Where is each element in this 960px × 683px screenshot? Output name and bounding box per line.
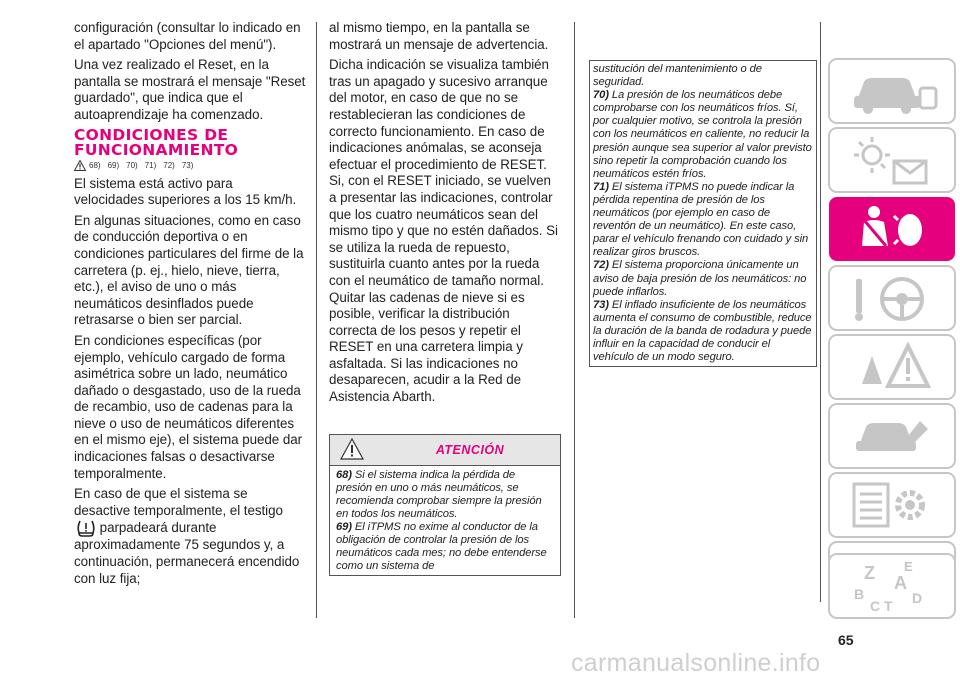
index-letter: D [912,590,923,606]
warning-road-icon [828,334,956,400]
warning-header [330,435,560,466]
seatbelt-airbag-icon [828,196,956,262]
column-left [74,20,306,591]
chapter-tab-dashboard[interactable] [828,58,956,124]
chapter-tab-starting[interactable] [828,265,956,331]
reference-number[interactable]: 69) [107,161,120,171]
warning-box [329,434,561,577]
warning-references [74,160,306,172]
chapter-tab-specs[interactable] [828,472,956,538]
reference-number[interactable]: 68) [89,161,101,171]
paragraph: En algunas situaciones, como en caso de conducción deportiva o en condiciones particulares del firme de la carretera (p. ej., hielo, nieve, tierra, etc.), el aviso de uno o más neumáticos desinflados puede retrasarse o bien ser parcial. [74,212,304,328]
chapter-tab-lights[interactable] [828,127,956,193]
index-letters-icon [828,553,956,619]
index-letter: B [854,586,865,602]
note-text: Si el sistema indica la pérdida de presión en uno o más neumáticos, se recomienda comprobar siempre la presión en todos los neumáticos. [336,468,542,520]
wrench-car-icon [828,403,956,469]
paragraph-text: parpadeará durante aproximadamente 75 segundos y, a continuación, permanecerá encendido con luz fija; [74,520,300,586]
note-text: El sistema proporciona únicamente un aviso de baja presión de los neumáticos: no puede inflarlos. [593,259,807,298]
note-number: 70) [593,89,609,102]
note-text: sustitución del mantenimiento o de seguridad. [593,63,762,89]
warning-note [336,521,554,573]
chapter-tab-maintenance[interactable] [828,403,956,469]
index-letter: Z [864,563,875,583]
lights-message-icon [828,127,956,193]
column-divider [574,22,575,618]
warning-title: ATENCIÓN [435,442,505,457]
tire-pressure-warning-icon [76,519,96,537]
warning-note [593,299,813,364]
chapter-tab-safety-active[interactable] [828,196,956,262]
note-text: El sistema iTPMS no puede indicar la pérdida repentina de presión de los neumáticos (por ejemplo en caso de reventón de un neumático). En este caso, parar el vehículo frenando con cuidado y sin realizar giros bruscos. [593,180,809,259]
index-letter: A [894,573,907,593]
specs-gear-icon [828,472,956,538]
warning-body [330,466,560,576]
paragraph-text: En caso de que el sistema se desactive temporalmente, el testigo [74,486,283,518]
chapter-tab-emergency[interactable] [828,334,956,400]
note-text: La presión de los neumáticos debe comprobarse con los neumáticos fríos. Sí, por cualquier motivo, se controla la presión con los neumáticos en caliente, no reducir la presión aunque sea superior al valor previsto sino repetir la comprobación cuando los neumáticos estén fríos. [593,89,812,180]
paragraph [74,486,306,587]
warning-note [336,469,554,521]
paragraph: configuración (consultar lo indicado en el apartado "Opciones del menú"). [74,20,301,52]
index-letter: C [870,598,881,614]
warning-note [593,89,813,181]
column-middle [329,20,561,576]
note-number: 71) [593,180,609,193]
chapter-tab-index[interactable] [828,553,956,619]
index-letter: E [904,559,913,574]
note-text: El inflado insuficiente de los neumáticos aumenta el consumo de combustible, reduce la duración de la banda de rodadura y puede influir en la capacidad de conducir el vehículo de un modo seguro. [593,298,812,364]
column-right [589,60,817,367]
paragraph: Una vez realizado el Reset, en la pantalla se mostrará el mensaje "Reset guardado", que indica que el autoaprendizaje ha comenzado. [74,57,306,122]
column-divider [820,22,821,602]
reference-number[interactable]: 72) [163,161,175,171]
paragraph: al mismo tiempo, en la pantalla se mostrará un mensaje de advertencia. [329,20,549,52]
reference-number[interactable]: 71) [144,161,157,171]
paragraph: Dicha indicación se visualiza también tras un apagado y sucesivo arranque del motor, en caso de que no se restablecieran las condiciones de correcto funcionamiento. En caso de indicaciones anómalas, se aconseja efectuar el procedimiento de RESET. Si, con el RESET iniciado, se vuelven a presentar las indicaciones, controlar que los cuatro neumáticos sean del mismo tipo y que no estén dañados. Si se utiliza la rueda de repuesto, sustituirla cuanto antes por la rueda con el neumático de tamaño normal. Quitar las cadenas de nieve si es posible, verificar la distribución correcta de los pesos y repetir el RESET en una carretera limpia y asfaltada. Si las indicaciones no desaparecen, acudir a la Red de Asistencia Abarth. [329,57,558,405]
warning-triangle-icon [74,160,86,171]
note-number: 73) [593,298,609,311]
footer-watermark: carmanualsonline.info [571,649,821,677]
paragraph: El sistema está activo para velocidades superiores a los 15 km/h. [74,175,297,208]
note-number: 68) [336,468,352,481]
index-letter: T [884,598,893,614]
note-number: 69) [336,521,352,534]
reference-number[interactable]: 70) [126,161,138,171]
car-dashboard-icon [828,58,956,124]
reference-number[interactable]: 73) [181,161,194,171]
key-steering-icon [828,265,956,331]
warning-note [593,181,813,260]
paragraph: En condiciones específicas (por ejemplo, vehículo cargado de forma asimétrica sobre un lado, neumático dañado o desgastado, uso de la rueda de recambio, uso de cadenas para la nieve o uso de neumáticos diferentes en el mismo eje), el sistema puede dar indicaciones falsas o desactivarse temporalmente. [74,332,303,481]
warning-box-continued [589,60,817,367]
note-number: 72) [593,259,609,272]
section-heading: CONDICIONES DE FUNCIONAMIENTO [74,125,239,159]
note-text: El iTPMS no exime al conductor de la obligación de controlar la presión de los neumáticos cada mes; no debe entenderse como un sistema de [336,521,547,573]
column-divider [316,22,317,618]
warning-note [593,259,813,298]
page-number: 65 [838,632,854,648]
